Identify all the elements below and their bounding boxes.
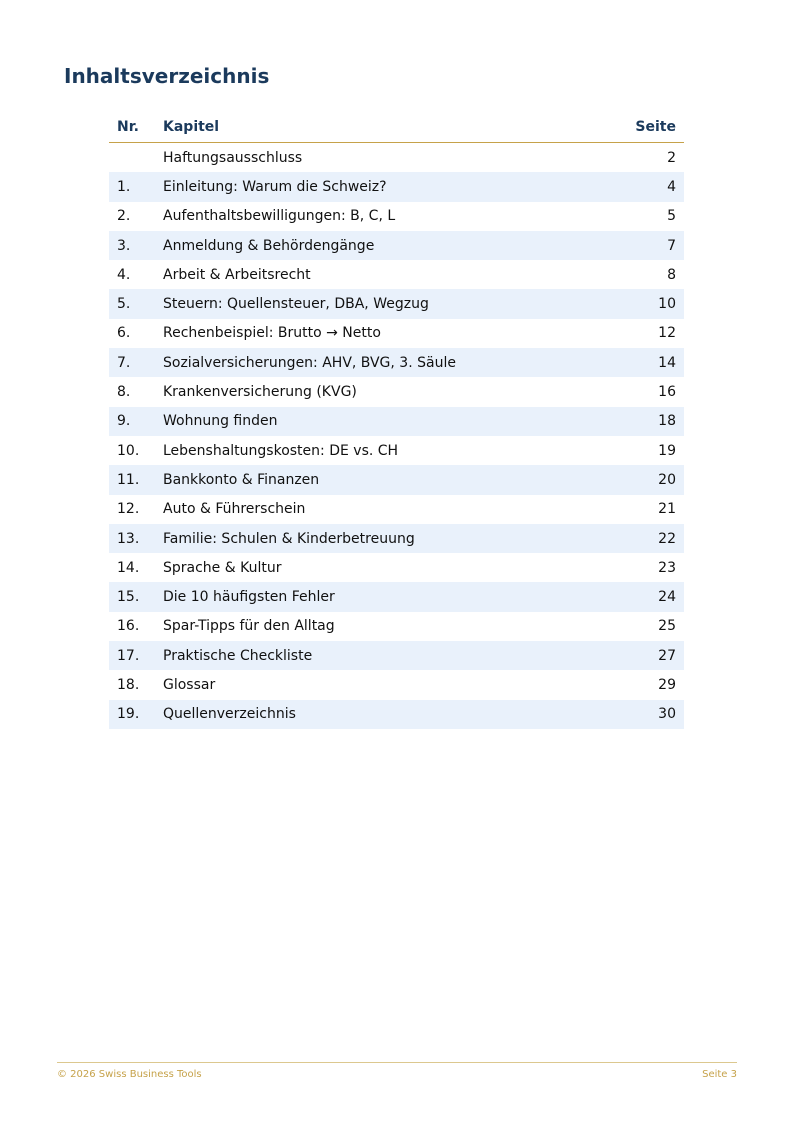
toc-row-chapter: Praktische Checkliste [163, 641, 596, 670]
toc-row[interactable] [109, 172, 684, 201]
header-page: Seite [596, 112, 684, 143]
toc-row-number: 2. [117, 208, 131, 225]
toc-row-chapter: Sprache & Kultur [163, 559, 282, 576]
toc-row-number: 12. [117, 501, 140, 518]
toc-row-number: 5. [109, 289, 163, 318]
toc-row-page: 14 [596, 348, 684, 377]
toc-row[interactable] [109, 231, 684, 260]
toc-row-number: 6. [117, 325, 131, 342]
header-chapter: Kapitel [163, 112, 596, 143]
footer-copyright: © 2026 Swiss Business Tools [57, 1069, 202, 1080]
toc-row[interactable] [109, 700, 684, 729]
toc-row-chapter: Quellenverzeichnis [163, 700, 596, 729]
toc-row-number: 15. [109, 582, 163, 611]
toc-row[interactable] [109, 407, 684, 436]
toc-row[interactable] [109, 582, 684, 611]
toc-row-page: 29 [658, 676, 676, 693]
toc-row-chapter: Lebenshaltungskosten: DE vs. CH [163, 442, 399, 459]
toc-row-number: 14. [117, 559, 140, 576]
toc-row-page: 8 [667, 266, 676, 283]
toc-row-page: 10 [596, 289, 684, 318]
toc-row[interactable] [109, 495, 684, 524]
toc-row-number: 9. [109, 407, 163, 436]
toc-row-page: 19 [658, 442, 676, 459]
toc-row[interactable] [109, 260, 684, 289]
toc-row[interactable] [109, 553, 684, 582]
toc-row-page: 22 [596, 524, 684, 553]
toc-row[interactable] [109, 436, 684, 465]
toc-row-page: 27 [596, 641, 684, 670]
toc-row-page: 2 [667, 149, 676, 166]
toc-row[interactable] [109, 377, 684, 406]
toc-row-page: 4 [596, 172, 684, 201]
toc-row-chapter: Sozialversicherungen: AHV, BVG, 3. Säule [163, 348, 596, 377]
toc-row-number: 8. [117, 384, 131, 401]
toc-row-page: 23 [658, 559, 676, 576]
toc-row-number: 11. [109, 465, 163, 494]
toc-row[interactable] [109, 289, 684, 318]
toc-row-chapter: Wohnung finden [163, 407, 596, 436]
toc-row-number: 17. [109, 641, 163, 670]
toc-row-number: 13. [109, 524, 163, 553]
toc-row-number: 19. [109, 700, 163, 729]
toc-row[interactable] [109, 202, 684, 231]
toc-row-chapter: Familie: Schulen & Kinderbetreuung [163, 524, 596, 553]
toc-row-page: 5 [667, 208, 676, 225]
toc-body [109, 143, 684, 729]
page-title: Inhaltsverzeichnis [64, 64, 270, 88]
toc-row[interactable] [109, 465, 684, 494]
toc-row-number: 10. [117, 442, 140, 459]
toc-row-chapter: Arbeit & Arbeitsrecht [163, 266, 311, 283]
toc-row-chapter: Bankkonto & Finanzen [163, 465, 596, 494]
toc-row-chapter: Krankenversicherung (KVG) [163, 384, 357, 401]
toc-row-number: 7. [109, 348, 163, 377]
toc-row[interactable] [109, 670, 684, 699]
table-of-contents [109, 112, 684, 729]
toc-row-chapter: Aufenthaltsbewilligungen: B, C, L [163, 208, 396, 225]
toc-row-page: 7 [596, 231, 684, 260]
toc-row-chapter: Haftungsausschluss [163, 149, 303, 166]
toc-row-page: 18 [596, 407, 684, 436]
toc-row-page: 30 [596, 700, 684, 729]
toc-row-page: 12 [658, 325, 676, 342]
toc-row-chapter: Rechenbeispiel: Brutto → Netto [163, 325, 381, 342]
toc-row[interactable] [109, 143, 684, 173]
footer-divider [57, 1062, 737, 1063]
toc-row-chapter: Einleitung: Warum die Schweiz? [163, 172, 596, 201]
toc-header [109, 112, 684, 143]
toc-row-number: 4. [117, 266, 131, 283]
toc-row-page: 21 [658, 501, 676, 518]
toc-row-chapter: Die 10 häufigsten Fehler [163, 582, 596, 611]
toc-header-row [109, 112, 684, 143]
toc-row-chapter: Glossar [163, 676, 216, 693]
toc-row-number: 1. [109, 172, 163, 201]
header-nr: Nr. [109, 112, 163, 143]
toc-row[interactable] [109, 612, 684, 641]
toc-row-number [109, 143, 163, 173]
toc-row-page: 16 [658, 384, 676, 401]
toc-row-number: 16. [117, 618, 140, 635]
toc-row-chapter: Steuern: Quellensteuer, DBA, Wegzug [163, 289, 596, 318]
toc-row[interactable] [109, 641, 684, 670]
toc-row-chapter: Spar-Tipps für den Alltag [163, 618, 335, 635]
toc-row-chapter: Anmeldung & Behördengänge [163, 231, 596, 260]
toc-row-number: 3. [109, 231, 163, 260]
footer-page-number: Seite 3 [702, 1069, 737, 1080]
toc-row-chapter: Auto & Führerschein [163, 501, 306, 518]
toc-row[interactable] [109, 524, 684, 553]
toc-row-number: 18. [117, 676, 140, 693]
toc-row-page: 20 [596, 465, 684, 494]
toc-row[interactable] [109, 319, 684, 348]
toc-row-page: 25 [658, 618, 676, 635]
toc-row-page: 24 [596, 582, 684, 611]
toc-row[interactable] [109, 348, 684, 377]
